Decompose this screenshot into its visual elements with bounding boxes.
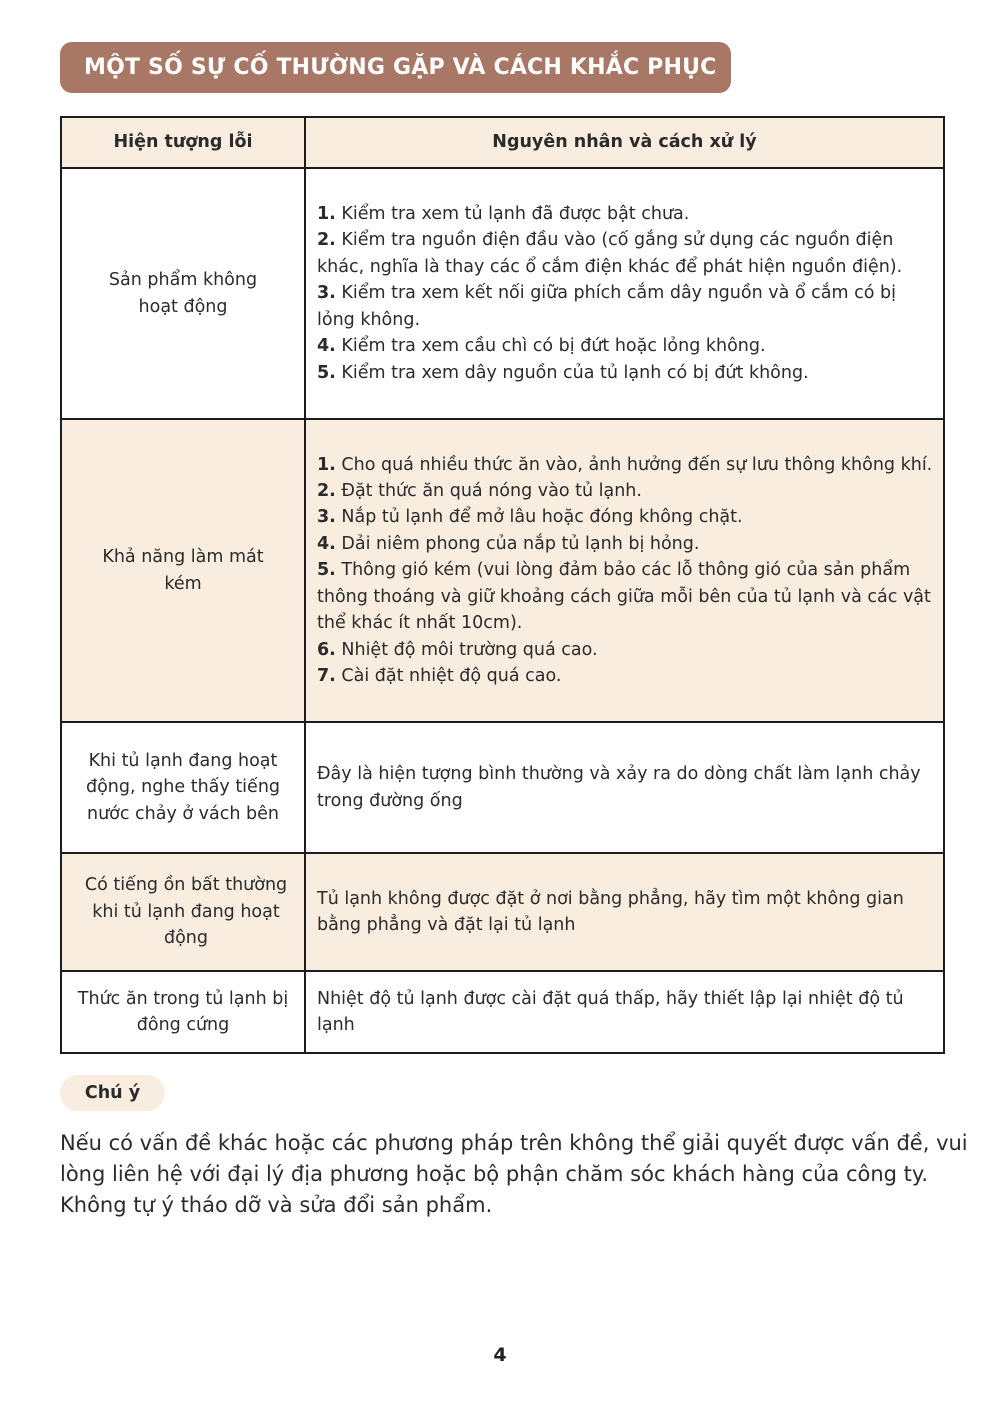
- step-number: 1.: [317, 454, 336, 475]
- step-text: Dải niêm phong của nắp tủ lạnh bị hỏng.: [335, 533, 700, 554]
- step-number: 1.: [317, 204, 336, 225]
- step-number: 4.: [317, 533, 336, 554]
- solution-step: [317, 663, 933, 689]
- issue-text: Thức ăn trong tủ lạnh bị đông cứng: [77, 988, 289, 1035]
- table-row: [61, 722, 944, 853]
- issue-cell: [61, 168, 305, 419]
- table-row: [61, 971, 944, 1053]
- step-text: Kiểm tra nguồn điện đầu vào (cố gắng sử dụng các nguồn điện khác, nghĩa là thay các ổ cắm điện khác để phát hiện nguồn điện).: [317, 230, 903, 277]
- step-number: 2.: [317, 230, 336, 251]
- step-number: 4.: [317, 336, 336, 357]
- step-number: 2.: [317, 481, 336, 502]
- solution-cell: [305, 419, 944, 722]
- solution-step: [317, 531, 933, 557]
- table-header-row: [61, 117, 944, 168]
- step-number: 7.: [317, 665, 336, 686]
- issue-text: Khả năng làm mát kém: [102, 547, 264, 594]
- header-solution: Nguyên nhân và cách xử lý: [305, 117, 944, 168]
- issue-cell: [61, 853, 305, 971]
- solution-text: Nhiệt độ tủ lạnh được cài đặt quá thấp, hãy thiết lập lại nhiệt độ tủ lạnh: [317, 988, 904, 1035]
- solution-cell: [305, 971, 944, 1053]
- note-label-badge: [60, 1075, 165, 1111]
- solution-step: [317, 227, 933, 280]
- step-text: Nắp tủ lạnh để mở lâu hoặc đóng không chặt.: [335, 507, 743, 528]
- section-title: MỘT SỐ SỰ CỐ THƯỜNG GẶP VÀ CÁCH KHẮC PHỤC: [84, 55, 717, 80]
- troubleshooting-table: [60, 116, 945, 1054]
- solution-step: [317, 504, 933, 530]
- step-number: 5.: [317, 362, 336, 383]
- solution-step: [317, 557, 933, 636]
- step-text: Kiểm tra xem tủ lạnh đã được bật chưa.: [335, 204, 690, 225]
- solution-cell: [305, 168, 944, 419]
- note-paragraph: Nếu có vấn đề khác hoặc các phương pháp trên không thể giải quyết được vấn đề, vui lòng liên hệ với đại lý địa phương hoặc bộ phận chăm sóc khách hàng của công ty. Không tự ý tháo dỡ và sửa đổi sản phẩm.: [60, 1131, 968, 1217]
- header-issue: Hiện tượng lỗi: [61, 117, 305, 168]
- issue-cell: [61, 722, 305, 853]
- issue-text: Sản phẩm không hoạt động: [108, 270, 258, 317]
- note-label: Chú ý: [84, 1083, 141, 1103]
- step-text: Đặt thức ăn quá nóng vào tủ lạnh.: [335, 481, 642, 502]
- step-text: Kiểm tra xem dây nguồn của tủ lạnh có bị đứt không.: [335, 362, 809, 383]
- step-text: Kiểm tra xem cầu chì có bị đứt hoặc lỏng không.: [335, 336, 766, 357]
- step-text: Cài đặt nhiệt độ quá cao.: [335, 665, 562, 686]
- step-text: Cho quá nhiều thức ăn vào, ảnh hưởng đến sự lưu thông không khí.: [335, 454, 933, 475]
- issue-cell: [61, 419, 305, 722]
- section-title-bar: [60, 42, 731, 93]
- solution-step: [317, 452, 933, 478]
- table-row: [61, 853, 944, 971]
- solution-step: [317, 360, 933, 386]
- step-number: 3.: [317, 283, 336, 304]
- solution-step: [317, 280, 933, 333]
- table-row: [61, 419, 944, 722]
- step-number: 5.: [317, 560, 336, 581]
- step-text: Thông gió kém (vui lòng đảm bảo các lỗ thông gió của sản phẩm thông thoáng và giữ khoảng cách giữa mỗi bên của tủ lạnh và các vật thể khác ít nhất 10cm).: [317, 560, 931, 634]
- solution-cell: [305, 722, 944, 853]
- step-text: Kiểm tra xem kết nối giữa phích cắm dây nguồn và ổ cắm có bị lỏng không.: [317, 283, 896, 330]
- issue-cell: [61, 971, 305, 1053]
- issue-text: Có tiếng ồn bất thường khi tủ lạnh đang hoạt động: [84, 875, 288, 949]
- solution-text: Đây là hiện tượng bình thường và xảy ra do dòng chất làm lạnh chảy trong đường ống: [317, 764, 921, 811]
- solution-text: Tủ lạnh không được đặt ở nơi bằng phẳng, hãy tìm một không gian bằng phẳng và đặt lại tủ lạnh: [317, 888, 904, 935]
- table-row: [61, 168, 944, 419]
- page-number: 4: [493, 1344, 507, 1366]
- solution-cell: [305, 853, 944, 971]
- solution-step: [317, 637, 933, 663]
- solution-step: [317, 333, 933, 359]
- step-number: 3.: [317, 507, 336, 528]
- issue-text: Khi tủ lạnh đang hoạt động, nghe thấy tiếng nước chảy ở vách bên: [85, 750, 281, 824]
- solution-step: [317, 478, 933, 504]
- step-text: Nhiệt độ môi trường quá cao.: [335, 639, 598, 660]
- solution-step: [317, 201, 933, 227]
- step-number: 6.: [317, 639, 336, 660]
